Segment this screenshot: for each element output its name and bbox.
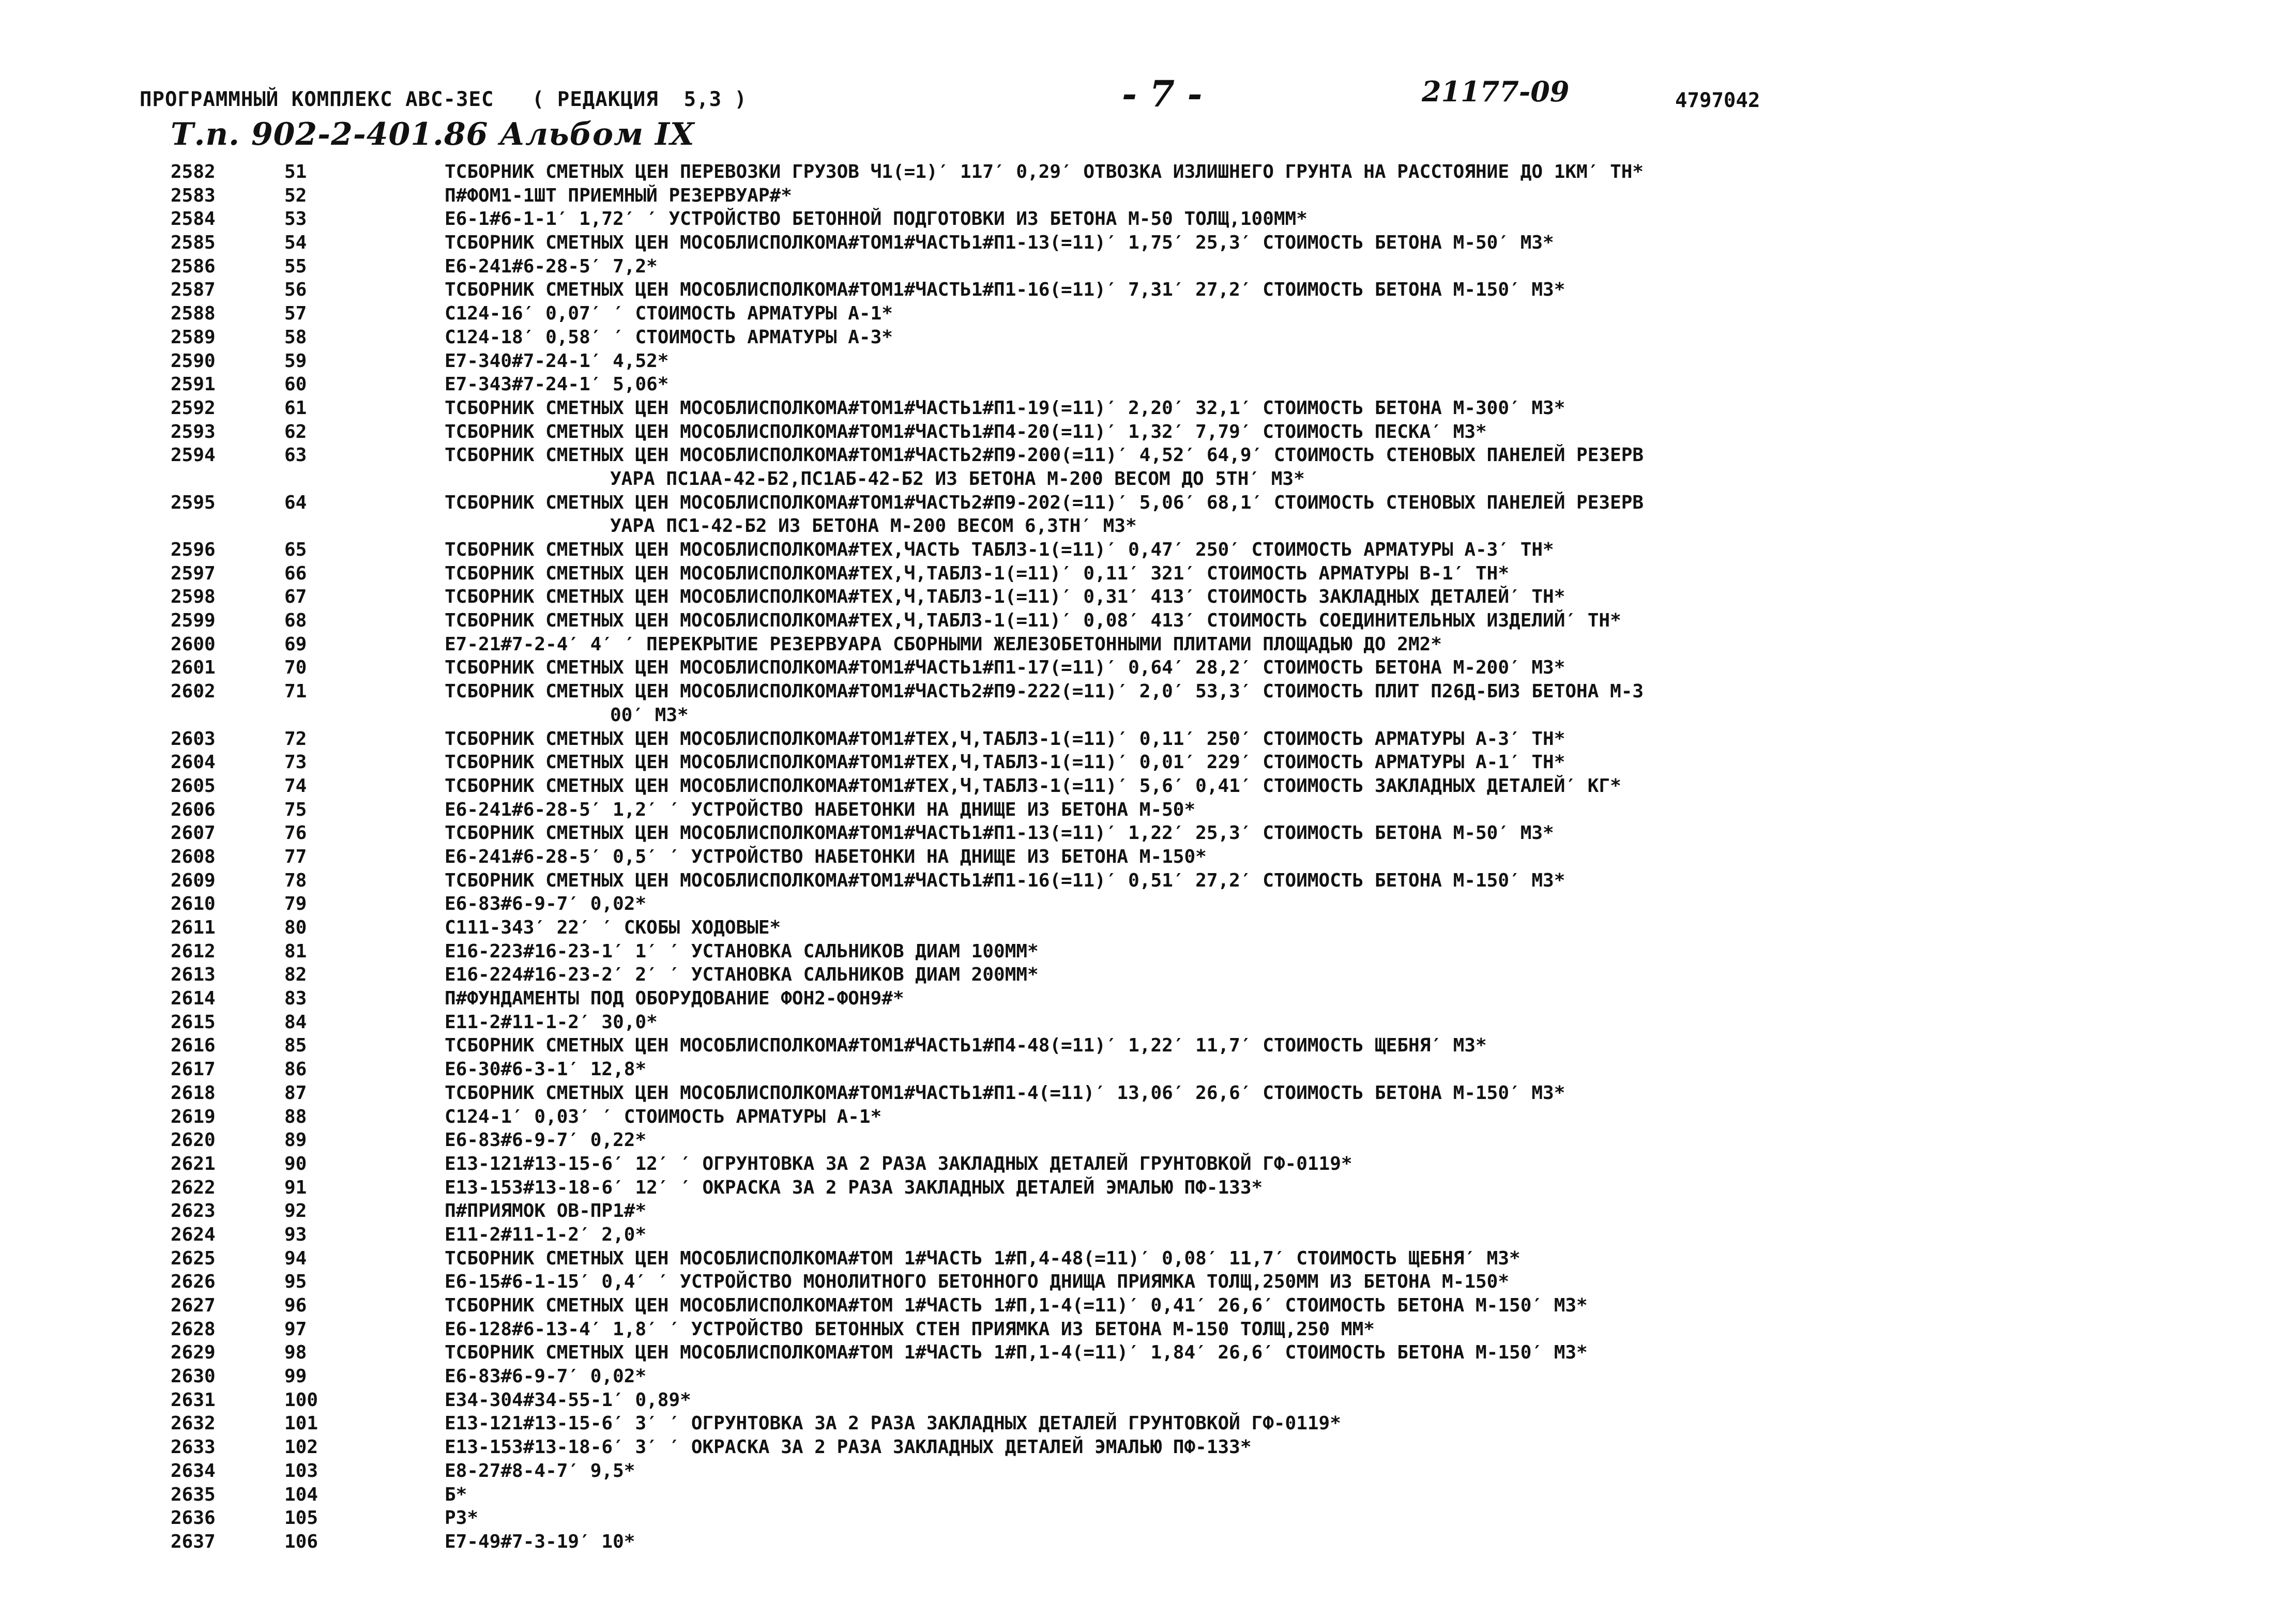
sequence-number: 84 <box>284 1011 307 1033</box>
listing-row <box>0 916 2296 940</box>
sequence-number: 54 <box>284 232 307 254</box>
listing-row <box>0 1436 2296 1459</box>
listing-row <box>0 633 2296 657</box>
sequence-number: 71 <box>284 681 307 703</box>
handwritten-album-note: Т.п. 902-2-401.86 Альбом IX <box>171 116 695 152</box>
sequence-number: 63 <box>284 445 307 466</box>
listing-row <box>0 1459 2296 1483</box>
sequence-number: 95 <box>284 1271 307 1293</box>
line-number: 2609 <box>171 869 216 891</box>
statement-text: ТСБОРНИК СМЕТНЫХ ЦЕН МОСОБЛИСПОЛКОМА#ТОМ1#ТЕХ,Ч,ТАБЛ3-1(=11)′ 0,11′ 250′ СТОИМОСТЬ АРМАТУРЫ А-3′ ТН* <box>445 728 1565 750</box>
line-number: 2636 <box>171 1507 216 1529</box>
statement-text: Е13-121#13-15-6′ 3′ ′ ОГРУНТОВКА ЗА 2 РАЗА ЗАКЛАДНЫХ ДЕТАЛЕЙ ГРУНТОВКОЙ ГФ-0119* <box>445 1413 1341 1434</box>
sequence-number: 59 <box>284 350 307 372</box>
listing-row <box>0 231 2296 255</box>
statement-continuation: УАРА ПС1АА-42-Б2,ПС1АБ-42-Б2 ИЗ БЕТОНА М-200 ВЕСОМ ДО 5ТН′ М3* <box>610 468 1305 490</box>
sequence-number: 106 <box>284 1531 318 1552</box>
statement-text: Е7-340#7-24-1′ 4,52* <box>445 350 669 372</box>
statement-text: Е6-241#6-28-5′ 7,2* <box>445 255 658 277</box>
line-number: 2628 <box>171 1318 216 1340</box>
line-number: 2627 <box>171 1295 216 1317</box>
sequence-number: 83 <box>284 988 307 1010</box>
line-number: 2585 <box>171 232 216 254</box>
sequence-number: 89 <box>284 1129 307 1151</box>
statement-text: Е13-153#13-18-6′ 3′ ′ ОКРАСКА ЗА 2 РАЗА ЗАКЛАДНЫХ ДЕТАЛЕЙ ЭМАЛЬЮ ПФ-133* <box>445 1437 1252 1458</box>
statement-text: П#ПРИЯМОК ОВ-ПР1#* <box>445 1200 647 1222</box>
program-header: ПРОГРАММНЫЙ КОМПЛЕКС АВС-3ЕС ( РЕДАКЦИЯ 5,3 ) <box>140 88 748 111</box>
statement-text: Е11-2#11-1-2′ 2,0* <box>445 1224 647 1245</box>
listing-row <box>0 302 2296 326</box>
statement-text: ТСБОРНИК СМЕТНЫХ ЦЕН ПЕРЕВОЗКИ ГРУЗОВ Ч1(=1)′ 117′ 0,29′ ОТВОЗКА ИЗЛИШНЕГО ГРУНТА НА РАССТОЯНИЕ ДО 1КМ′ ТН* <box>445 161 1644 182</box>
line-number: 2597 <box>171 562 216 584</box>
statement-text: Е13-121#13-15-6′ 12′ ′ ОГРУНТОВКА ЗА 2 РАЗА ЗАКЛАДНЫХ ДЕТАЛЕЙ ГРУНТОВКОЙ ГФ-0119* <box>445 1153 1352 1174</box>
statement-text: Е8-27#8-4-7′ 9,5* <box>445 1460 635 1482</box>
statement-text: Р3* <box>445 1507 479 1529</box>
listing-row <box>0 940 2296 964</box>
listing-row <box>0 798 2296 822</box>
statement-text: Е6-83#6-9-7′ 0,22* <box>445 1129 647 1151</box>
statement-text: П#ФОМ1-1ШТ ПРИЕМНЫЙ РЕЗЕРВУАР#* <box>445 185 792 206</box>
line-number: 2629 <box>171 1342 216 1364</box>
header-code: 4797042 <box>1675 89 1760 112</box>
statement-text: ТСБОРНИК СМЕТНЫХ ЦЕН МОСОБЛИСПОЛКОМА#ТОМ 1#ЧАСТЬ 1#П,1-4(=11)′ 1,84′ 26,6′ СТОИМОСТЬ БЕТОНА М-150′ М3* <box>445 1342 1588 1364</box>
listing-row <box>0 538 2296 562</box>
listing-row <box>0 869 2296 893</box>
listing-row <box>0 1270 2296 1294</box>
statement-text: Е6-241#6-28-5′ 0,5′ ′ УСТРОЙСТВО НАБЕТОНКИ НА ДНИЩЕ ИЗ БЕТОНА М-150* <box>445 846 1207 867</box>
line-number: 2594 <box>171 445 216 466</box>
listing-row <box>0 420 2296 444</box>
statement-text: ТСБОРНИК СМЕТНЫХ ЦЕН МОСОБЛИСПОЛКОМА#ТОМ1#ЧАСТЬ1#П4-48(=11)′ 1,22′ 11,7′ СТОИМОСТЬ ЩЕБНЯ′ М3* <box>445 1035 1487 1057</box>
listing-row <box>0 774 2296 798</box>
sequence-number: 66 <box>284 562 307 584</box>
statement-text: Е6-83#6-9-7′ 0,02* <box>445 893 647 915</box>
sequence-number: 67 <box>284 586 307 608</box>
statement-text: Е13-153#13-18-6′ 12′ ′ ОКРАСКА ЗА 2 РАЗА ЗАКЛАДНЫХ ДЕТАЛЕЙ ЭМАЛЬЮ ПФ-133* <box>445 1177 1263 1198</box>
line-number: 2626 <box>171 1271 216 1293</box>
statement-text: Б* <box>445 1484 467 1505</box>
line-number: 2616 <box>171 1035 216 1057</box>
sequence-number: 94 <box>284 1247 307 1269</box>
line-number: 2625 <box>171 1247 216 1269</box>
line-number: 2596 <box>171 539 216 561</box>
listing-row <box>0 1247 2296 1271</box>
sequence-number: 92 <box>284 1200 307 1222</box>
listing-row <box>0 207 2296 231</box>
sequence-number: 85 <box>284 1035 307 1057</box>
listing-row <box>0 1034 2296 1058</box>
statement-text: ТСБОРНИК СМЕТНЫХ ЦЕН МОСОБЛИСПОЛКОМА#ТОМ1#ЧАСТЬ1#П1-17(=11)′ 0,64′ 28,2′ СТОИМОСТЬ БЕТОНА М-200′ М3* <box>445 657 1565 679</box>
statement-text: С124-16′ 0,07′ ′ СТОИМОСТЬ АРМАТУРЫ А-1* <box>445 303 893 325</box>
listing-row <box>0 562 2296 586</box>
statement-text: Е6-241#6-28-5′ 1,2′ ′ УСТРОЙСТВО НАБЕТОНКИ НА ДНИЩЕ ИЗ БЕТОНА М-50* <box>445 799 1196 820</box>
sequence-number: 80 <box>284 917 307 939</box>
sequence-number: 87 <box>284 1082 307 1104</box>
line-number: 2632 <box>171 1413 216 1434</box>
statement-text: Е16-223#16-23-1′ 1′ ′ УСТАНОВКА САЛЬНИКОВ ДИАМ 100ММ* <box>445 940 1039 962</box>
listing-row <box>0 727 2296 751</box>
line-number: 2586 <box>171 255 216 277</box>
listing-row <box>0 1318 2296 1341</box>
listing-row <box>0 1105 2296 1129</box>
listing-row <box>0 892 2296 916</box>
statement-text: ТСБОРНИК СМЕТНЫХ ЦЕН МОСОБЛИСПОЛКОМА#ТОМ 1#ЧАСТЬ 1#П,4-48(=11)′ 0,08′ 11,7′ СТОИМОСТЬ ЩЕБНЯ′ М3* <box>445 1247 1520 1269</box>
sequence-number: 77 <box>284 846 307 867</box>
line-number: 2631 <box>171 1389 216 1411</box>
sequence-number: 91 <box>284 1177 307 1198</box>
statement-text: ТСБОРНИК СМЕТНЫХ ЦЕН МОСОБЛИСПОЛКОМА#ТОМ1#ЧАСТЬ2#П9-202(=11)′ 5,06′ 68,1′ СТОИМОСТЬ СТЕНОВЫХ ПАНЕЛЕЙ РЕЗЕРВ <box>445 492 1644 513</box>
sequence-number: 70 <box>284 657 307 679</box>
listing-row <box>0 326 2296 349</box>
sequence-number: 57 <box>284 303 307 325</box>
sequence-number: 60 <box>284 374 307 395</box>
line-number: 2621 <box>171 1153 216 1174</box>
sequence-number: 69 <box>284 633 307 655</box>
sequence-number: 96 <box>284 1295 307 1317</box>
statement-text: Е6-15#6-1-15′ 0,4′ ′ УСТРОЙСТВО МОНОЛИТНОГО БЕТОННОГО ДНИЩА ПРИЯМКА ТОЛЩ,250ММ ИЗ БЕТОНА М-150* <box>445 1271 1510 1293</box>
line-number: 2610 <box>171 893 216 915</box>
statement-text: С124-1′ 0,03′ ′ СТОИМОСТЬ АРМАТУРЫ А-1* <box>445 1106 882 1127</box>
statement-text: Е7-21#7-2-4′ 4′ ′ ПЕРЕКРЫТИЕ РЕЗЕРВУАРА СБОРНЫМИ ЖЕЛЕЗОБЕТОННЫМИ ПЛИТАМИ ПЛОЩАДЬЮ ДО 2М2* <box>445 633 1442 655</box>
line-number: 2604 <box>171 752 216 773</box>
listing-row <box>0 1176 2296 1200</box>
listing-row <box>0 491 2296 538</box>
sequence-number: 104 <box>284 1484 318 1505</box>
statement-text: ТСБОРНИК СМЕТНЫХ ЦЕН МОСОБЛИСПОЛКОМА#ТЕХ,Ч,ТАБЛ3-1(=11)′ 0,31′ 413′ СТОИМОСТЬ ЗАКЛАДНЫХ ДЕТАЛЕЙ′ ТН* <box>445 586 1565 608</box>
sequence-number: 61 <box>284 397 307 419</box>
sequence-number: 98 <box>284 1342 307 1364</box>
statement-text: ТСБОРНИК СМЕТНЫХ ЦЕН МОСОБЛИСПОЛКОМА#ТОМ 1#ЧАСТЬ 1#П,1-4(=11)′ 0,41′ 26,6′ СТОИМОСТЬ БЕТОНА М-150′ М3* <box>445 1295 1588 1317</box>
line-number: 2637 <box>171 1531 216 1552</box>
statement-text: ТСБОРНИК СМЕТНЫХ ЦЕН МОСОБЛИСПОЛКОМА#ТОМ1#ЧАСТЬ1#П1-16(=11)′ 7,31′ 27,2′ СТОИМОСТЬ БЕТОНА М-150′ М3* <box>445 279 1565 301</box>
listing-row <box>0 963 2296 987</box>
line-number: 2601 <box>171 657 216 679</box>
listing-row <box>0 1412 2296 1436</box>
listing-row <box>0 1128 2296 1152</box>
sequence-number: 55 <box>284 255 307 277</box>
listing-row <box>0 373 2296 396</box>
sequence-number: 75 <box>284 799 307 820</box>
listing-row <box>0 1388 2296 1412</box>
line-number: 2633 <box>171 1437 216 1458</box>
listing-row <box>0 1506 2296 1530</box>
statement-text: Е6-83#6-9-7′ 0,02* <box>445 1366 647 1387</box>
line-number: 2605 <box>171 775 216 797</box>
listing-row <box>0 1530 2296 1554</box>
statement-text: ТСБОРНИК СМЕТНЫХ ЦЕН МОСОБЛИСПОЛКОМА#ТОМ1#ЧАСТЬ2#П9-200(=11)′ 4,52′ 64,9′ СТОИМОСТЬ СТЕНОВЫХ ПАНЕЛЕЙ РЕЗЕРВ <box>445 445 1644 466</box>
sequence-number: 93 <box>284 1224 307 1245</box>
line-number: 2624 <box>171 1224 216 1245</box>
line-number: 2634 <box>171 1460 216 1482</box>
line-number: 2587 <box>171 279 216 301</box>
sequence-number: 81 <box>284 940 307 962</box>
statement-text: Е34-304#34-55-1′ 0,89* <box>445 1389 691 1411</box>
line-number: 2595 <box>171 492 216 513</box>
statement-text: ТСБОРНИК СМЕТНЫХ ЦЕН МОСОБЛИСПОЛКОМА#ТЕХ,ЧАСТЬ ТАБЛ3-1(=11)′ 0,47′ 250′ СТОИМОСТЬ АРМАТУРЫ А-3′ ТН* <box>445 539 1554 561</box>
listing-row <box>0 987 2296 1011</box>
statement-continuation: 00′ М3* <box>610 704 689 726</box>
statement-text: ТСБОРНИК СМЕТНЫХ ЦЕН МОСОБЛИСПОЛКОМА#ТОМ1#ЧАСТЬ1#П1-13(=11)′ 1,75′ 25,3′ СТОИМОСТЬ БЕТОНА М-50′ М3* <box>445 232 1554 254</box>
line-number: 2619 <box>171 1106 216 1127</box>
sequence-number: 100 <box>284 1389 318 1411</box>
listing-row <box>0 1483 2296 1507</box>
line-number: 2599 <box>171 610 216 632</box>
listing-row <box>0 1011 2296 1034</box>
listing-row <box>0 1081 2296 1105</box>
listing-row <box>0 255 2296 279</box>
sequence-number: 56 <box>284 279 307 301</box>
sequence-number: 97 <box>284 1318 307 1340</box>
listing-row <box>0 396 2296 420</box>
sequence-number: 102 <box>284 1437 318 1458</box>
listing-row <box>0 585 2296 609</box>
line-number: 2588 <box>171 303 216 325</box>
sequence-number: 79 <box>284 893 307 915</box>
line-number: 2607 <box>171 822 216 844</box>
listing-row <box>0 1294 2296 1318</box>
line-number: 2612 <box>171 940 216 962</box>
line-number: 2620 <box>171 1129 216 1151</box>
line-number: 2608 <box>171 846 216 867</box>
line-number: 2622 <box>171 1177 216 1198</box>
line-number: 2613 <box>171 964 216 986</box>
listing <box>0 160 2296 1554</box>
sequence-number: 74 <box>284 775 307 797</box>
line-number: 2611 <box>171 917 216 939</box>
listing-row <box>0 1199 2296 1223</box>
statement-text: Е11-2#11-1-2′ 30,0* <box>445 1011 658 1033</box>
line-number: 2591 <box>171 374 216 395</box>
statement-text: Е7-49#7-3-19′ 10* <box>445 1531 635 1552</box>
listing-row <box>0 1365 2296 1388</box>
sequence-number: 68 <box>284 610 307 632</box>
line-number: 2584 <box>171 208 216 230</box>
listing-row <box>0 278 2296 302</box>
statement-text: ТСБОРНИК СМЕТНЫХ ЦЕН МОСОБЛИСПОЛКОМА#ТЕХ,Ч,ТАБЛ3-1(=11)′ 0,08′ 413′ СТОИМОСТЬ СОЕДИНИТЕЛЬНЫХ ИЗДЕЛИЙ′ ТН* <box>445 610 1621 632</box>
statement-text: Е6-30#6-3-1′ 12,8* <box>445 1059 647 1080</box>
sequence-number: 51 <box>284 161 307 182</box>
line-number: 2606 <box>171 799 216 820</box>
statement-text: ТСБОРНИК СМЕТНЫХ ЦЕН МОСОБЛИСПОЛКОМА#ТОМ1#ЧАСТЬ1#П1-4(=11)′ 13,06′ 26,6′ СТОИМОСТЬ БЕТОНА М-150′ М3* <box>445 1082 1565 1104</box>
statement-text: Е16-224#16-23-2′ 2′ ′ УСТАНОВКА САЛЬНИКОВ ДИАМ 200ММ* <box>445 964 1039 986</box>
listing-row <box>0 444 2296 491</box>
sequence-number: 90 <box>284 1153 307 1174</box>
listing-row <box>0 680 2296 727</box>
sequence-number: 82 <box>284 964 307 986</box>
page-number: - 7 - <box>1122 72 1203 115</box>
line-number: 2635 <box>171 1484 216 1505</box>
listing-row <box>0 1058 2296 1081</box>
sequence-number: 65 <box>284 539 307 561</box>
sequence-number: 72 <box>284 728 307 750</box>
line-number: 2630 <box>171 1366 216 1387</box>
listing-row <box>0 349 2296 373</box>
statement-text: П#ФУНДАМЕНТЫ ПОД ОБОРУДОВАНИЕ ФОН2-ФОН9#* <box>445 988 904 1010</box>
statement-text: ТСБОРНИК СМЕТНЫХ ЦЕН МОСОБЛИСПОЛКОМА#ТОМ1#ТЕХ,Ч,ТАБЛ3-1(=11)′ 0,01′ 229′ СТОИМОСТЬ АРМАТУРЫ А-1′ ТН* <box>445 752 1565 773</box>
line-number: 2582 <box>171 161 216 182</box>
sequence-number: 86 <box>284 1059 307 1080</box>
statement-text: ТСБОРНИК СМЕТНЫХ ЦЕН МОСОБЛИСПОЛКОМА#ТОМ1#ЧАСТЬ1#П1-16(=11)′ 0,51′ 27,2′ СТОИМОСТЬ БЕТОНА М-150′ М3* <box>445 869 1565 891</box>
line-number: 2590 <box>171 350 216 372</box>
sequence-number: 52 <box>284 185 307 206</box>
statement-text: ТСБОРНИК СМЕТНЫХ ЦЕН МОСОБЛИСПОЛКОМА#ТОМ1#ЧАСТЬ1#П1-13(=11)′ 1,22′ 25,3′ СТОИМОСТЬ БЕТОНА М-50′ М3* <box>445 822 1554 844</box>
line-number: 2602 <box>171 681 216 703</box>
sequence-number: 103 <box>284 1460 318 1482</box>
statement-text: С111-343′ 22′ ′ СКОБЫ ХОДОВЫЕ* <box>445 917 781 939</box>
listing-row <box>0 845 2296 869</box>
statement-text: С124-18′ 0,58′ ′ СТОИМОСТЬ АРМАТУРЫ А-3* <box>445 326 893 348</box>
listing-row <box>0 1341 2296 1365</box>
statement-text: ТСБОРНИК СМЕТНЫХ ЦЕН МОСОБЛИСПОЛКОМА#ТОМ1#ЧАСТЬ2#П9-222(=11)′ 2,0′ 53,3′ СТОИМОСТЬ ПЛИТ П26Д-БИЗ БЕТОНА М-3 <box>445 681 1644 703</box>
line-number: 2600 <box>171 633 216 655</box>
sequence-number: 73 <box>284 752 307 773</box>
statement-text: ТСБОРНИК СМЕТНЫХ ЦЕН МОСОБЛИСПОЛКОМА#ТОМ1#ЧАСТЬ1#П4-20(=11)′ 1,32′ 7,79′ СТОИМОСТЬ ПЕСКА′ М3* <box>445 421 1487 442</box>
sequence-number: 62 <box>284 421 307 442</box>
line-number: 2603 <box>171 728 216 750</box>
listing-row <box>0 1152 2296 1176</box>
line-number: 2615 <box>171 1011 216 1033</box>
sequence-number: 78 <box>284 869 307 891</box>
sequence-number: 105 <box>284 1507 318 1529</box>
sequence-number: 76 <box>284 822 307 844</box>
statement-text: Е7-343#7-24-1′ 5,06* <box>445 374 669 395</box>
listing-row <box>0 821 2296 845</box>
statement-text: ТСБОРНИК СМЕТНЫХ ЦЕН МОСОБЛИСПОЛКОМА#ТОМ1#ЧАСТЬ1#П1-19(=11)′ 2,20′ 32,1′ СТОИМОСТЬ БЕТОНА М-300′ М3* <box>445 397 1565 419</box>
line-number: 2618 <box>171 1082 216 1104</box>
listing-row <box>0 160 2296 184</box>
line-number: 2623 <box>171 1200 216 1222</box>
listing-row <box>0 751 2296 774</box>
statement-text: Е6-1#6-1-1′ 1,72′ ′ УСТРОЙСТВО БЕТОННОЙ ПОДГОТОВКИ ИЗ БЕТОНА М-50 ТОЛЩ,100ММ* <box>445 208 1307 230</box>
statement-text: ТСБОРНИК СМЕТНЫХ ЦЕН МОСОБЛИСПОЛКОМА#ТЕХ,Ч,ТАБЛ3-1(=11)′ 0,11′ 321′ СТОИМОСТЬ АРМАТУРЫ В-1′ ТН* <box>445 562 1510 584</box>
listing-row <box>0 184 2296 208</box>
line-number: 2592 <box>171 397 216 419</box>
sequence-number: 64 <box>284 492 307 513</box>
sequence-number: 101 <box>284 1413 318 1434</box>
line-number: 2614 <box>171 988 216 1010</box>
line-number: 2583 <box>171 185 216 206</box>
statement-continuation: УАРА ПС1-42-Б2 ИЗ БЕТОНА М-200 ВЕСОМ 6,3ТН′ М3* <box>610 515 1137 537</box>
sequence-number: 88 <box>284 1106 307 1127</box>
listing-row <box>0 656 2296 680</box>
document-number: 21177-09 <box>1422 75 1570 108</box>
sequence-number: 99 <box>284 1366 307 1387</box>
statement-text: Е6-128#6-13-4′ 1,8′ ′ УСТРОЙСТВО БЕТОННЫХ СТЕН ПРИЯМКА ИЗ БЕТОНА М-150 ТОЛЩ,250 ММ* <box>445 1318 1375 1340</box>
sequence-number: 58 <box>284 326 307 348</box>
line-number: 2593 <box>171 421 216 442</box>
listing-row <box>0 1223 2296 1247</box>
statement-text: ТСБОРНИК СМЕТНЫХ ЦЕН МОСОБЛИСПОЛКОМА#ТОМ1#ТЕХ,Ч,ТАБЛ3-1(=11)′ 5,6′ 0,41′ СТОИМОСТЬ ЗАКЛАДНЫХ ДЕТАЛЕЙ′ КГ* <box>445 775 1621 797</box>
sequence-number: 53 <box>284 208 307 230</box>
line-number: 2617 <box>171 1059 216 1080</box>
line-number: 2589 <box>171 326 216 348</box>
line-number: 2598 <box>171 586 216 608</box>
listing-row <box>0 609 2296 633</box>
